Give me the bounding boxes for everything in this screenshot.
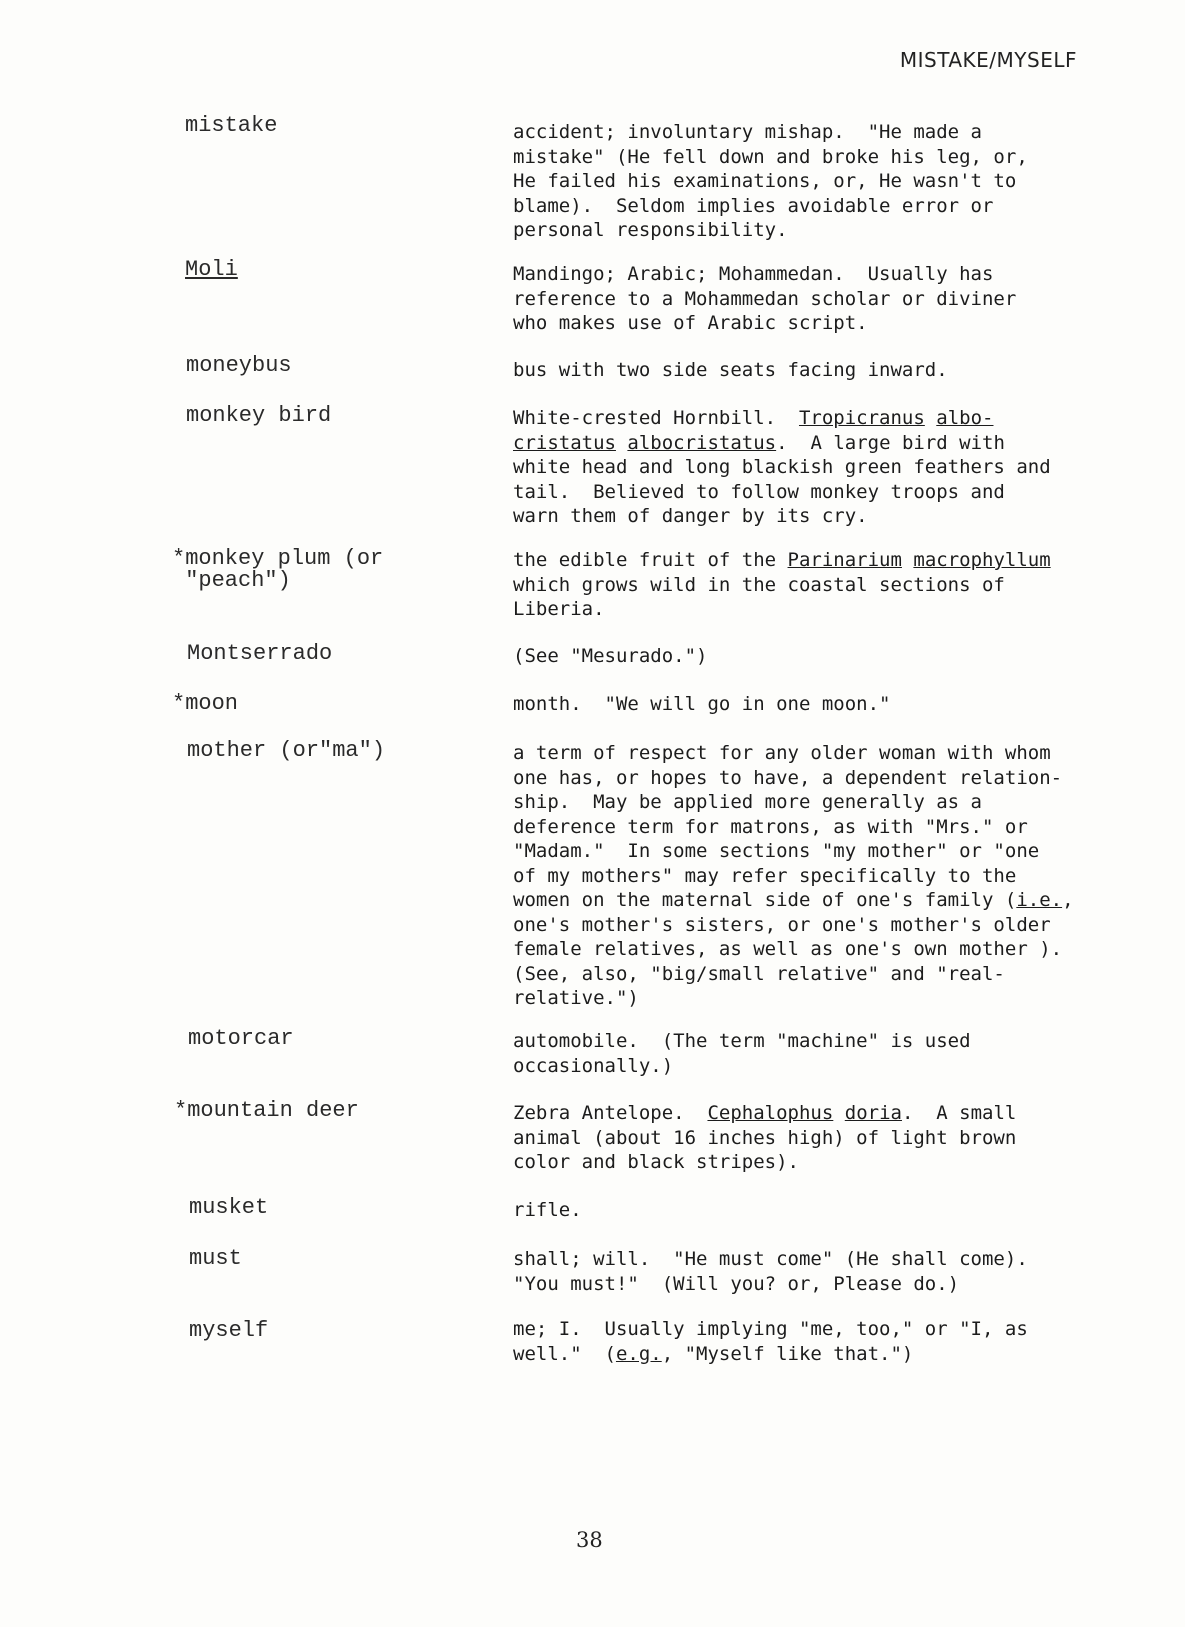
term: monkey bird <box>186 403 332 428</box>
term <box>172 548 383 592</box>
def-text <box>902 549 913 571</box>
scientific-name: Parinarium <box>787 549 902 571</box>
def-line: me; I. Usually implying "me, too," or "I, as <box>513 1318 1028 1340</box>
def-text: Zebra Antelope. <box>513 1102 708 1124</box>
def-line: reference to a Mohammedan scholar or diviner <box>513 287 1017 310</box>
def-line: of my mothers" may refer specifically to the <box>513 864 1017 887</box>
scientific-name: Tropicranus <box>798 407 925 429</box>
scientific-name: Cephalophus <box>707 1102 834 1124</box>
def-line: white head and long blackish green feathers and <box>513 456 1051 478</box>
term: mother (or"ma") <box>187 738 386 763</box>
term-line: *monkey plum (or <box>172 546 384 571</box>
definition <box>513 1029 1113 1078</box>
scientific-name: doria <box>844 1102 902 1124</box>
def-line: which grows wild in the coastal sections of <box>513 573 1005 596</box>
page-header: MISTAKE/MYSELF <box>899 48 1077 72</box>
term: myself <box>189 1318 269 1343</box>
definition <box>513 741 1113 1011</box>
definition <box>513 1198 1113 1223</box>
scientific-name: macrophyllum <box>913 549 1051 571</box>
def-line: automobile. (The term "machine" is used <box>513 1030 971 1052</box>
definition <box>513 1247 1113 1296</box>
definition <box>513 1317 1113 1366</box>
def-text: , "Myself like that.") <box>661 1342 914 1365</box>
def-line: a term of respect for any older woman with whom <box>513 742 1051 764</box>
def-text: White-crested Hornbill. <box>513 407 799 429</box>
def-line: one's mother's sisters, or one's mother's older <box>513 913 1051 936</box>
def-line: He failed his examinations, or, He wasn't to <box>513 170 1017 192</box>
def-text <box>616 432 627 454</box>
def-line: (See, also, "big/small relative" and "real- <box>513 962 1005 985</box>
term: motorcar <box>188 1026 294 1051</box>
term: Montserrado <box>187 641 333 666</box>
definition <box>513 406 1113 529</box>
def-line: relative.") <box>513 987 639 1009</box>
def-line: "Madam." In some sections "my mother" or "one <box>513 840 1040 862</box>
page-number: 38 <box>576 1528 603 1552</box>
def-line: color and black stripes). <box>513 1151 799 1173</box>
definition <box>513 548 1113 622</box>
def-line: ship. May be applied more generally as a <box>513 791 982 813</box>
def-line: blame). Seldom implies avoidable error or <box>513 194 994 217</box>
definition <box>513 262 1113 336</box>
def-line: who makes use of Arabic script. <box>513 312 868 334</box>
definition <box>513 358 1113 383</box>
abbreviation: e.g. <box>615 1342 662 1365</box>
scientific-name: albo- <box>936 407 994 429</box>
def-line: bus with two side seats facing inward. <box>513 359 948 381</box>
def-text <box>833 1102 844 1124</box>
definition <box>513 692 1113 717</box>
term: must <box>189 1246 242 1271</box>
def-text <box>925 407 936 429</box>
def-line: mistake" (He fell down and broke his leg, or, <box>513 145 1028 168</box>
def-text: , <box>1062 889 1074 911</box>
def-line: accident; involuntary mishap. "He made a <box>513 121 982 143</box>
definition <box>513 1101 1113 1175</box>
term: Moli <box>185 257 238 282</box>
definition <box>513 644 1113 669</box>
term: *mountain deer <box>174 1098 359 1123</box>
term: mistake <box>185 113 278 138</box>
def-line: personal responsibility. <box>513 219 788 241</box>
scientific-name: cristatus <box>513 431 616 454</box>
def-line: one has, or hopes to have, a dependent relation- <box>513 766 1063 789</box>
def-line: rifle. <box>513 1199 582 1221</box>
term-line: "peach") <box>172 568 291 593</box>
abbreviation: i.e. <box>1016 889 1063 911</box>
term: moneybus <box>186 353 292 378</box>
def-line: occasionally.) <box>513 1054 674 1077</box>
def-text: women on the maternal side of one's family ( <box>513 889 1017 911</box>
def-text: . A small <box>901 1102 1017 1124</box>
def-line: (See "Mesurado.") <box>513 645 708 667</box>
def-line: animal (about 16 inches high) of light brown <box>513 1126 1017 1149</box>
def-text: the edible fruit of the <box>513 549 788 571</box>
def-text: . A large bird with <box>776 431 1005 454</box>
def-line: warn them of danger by its cry. <box>513 505 868 527</box>
definition <box>513 120 1113 243</box>
def-line: shall; will. "He must come" (He shall come). <box>513 1248 1028 1270</box>
def-text: well." ( <box>513 1342 616 1365</box>
def-line: Liberia. <box>513 598 605 620</box>
term: *moon <box>172 691 239 716</box>
def-line: female relatives, as well as one's own mother ). <box>513 938 1063 960</box>
def-line: Mandingo; Arabic; Mohammedan. Usually has <box>513 263 994 285</box>
term: musket <box>189 1195 269 1220</box>
def-line: deference term for matrons, as with "Mrs." or <box>513 815 1028 838</box>
scientific-name: albocristatus <box>627 431 777 454</box>
def-line: month. "We will go in one moon." <box>513 693 891 715</box>
def-line: tail. Believed to follow monkey troops and <box>513 480 1005 503</box>
def-line: "You must!" (Will you? or, Please do.) <box>513 1272 960 1295</box>
